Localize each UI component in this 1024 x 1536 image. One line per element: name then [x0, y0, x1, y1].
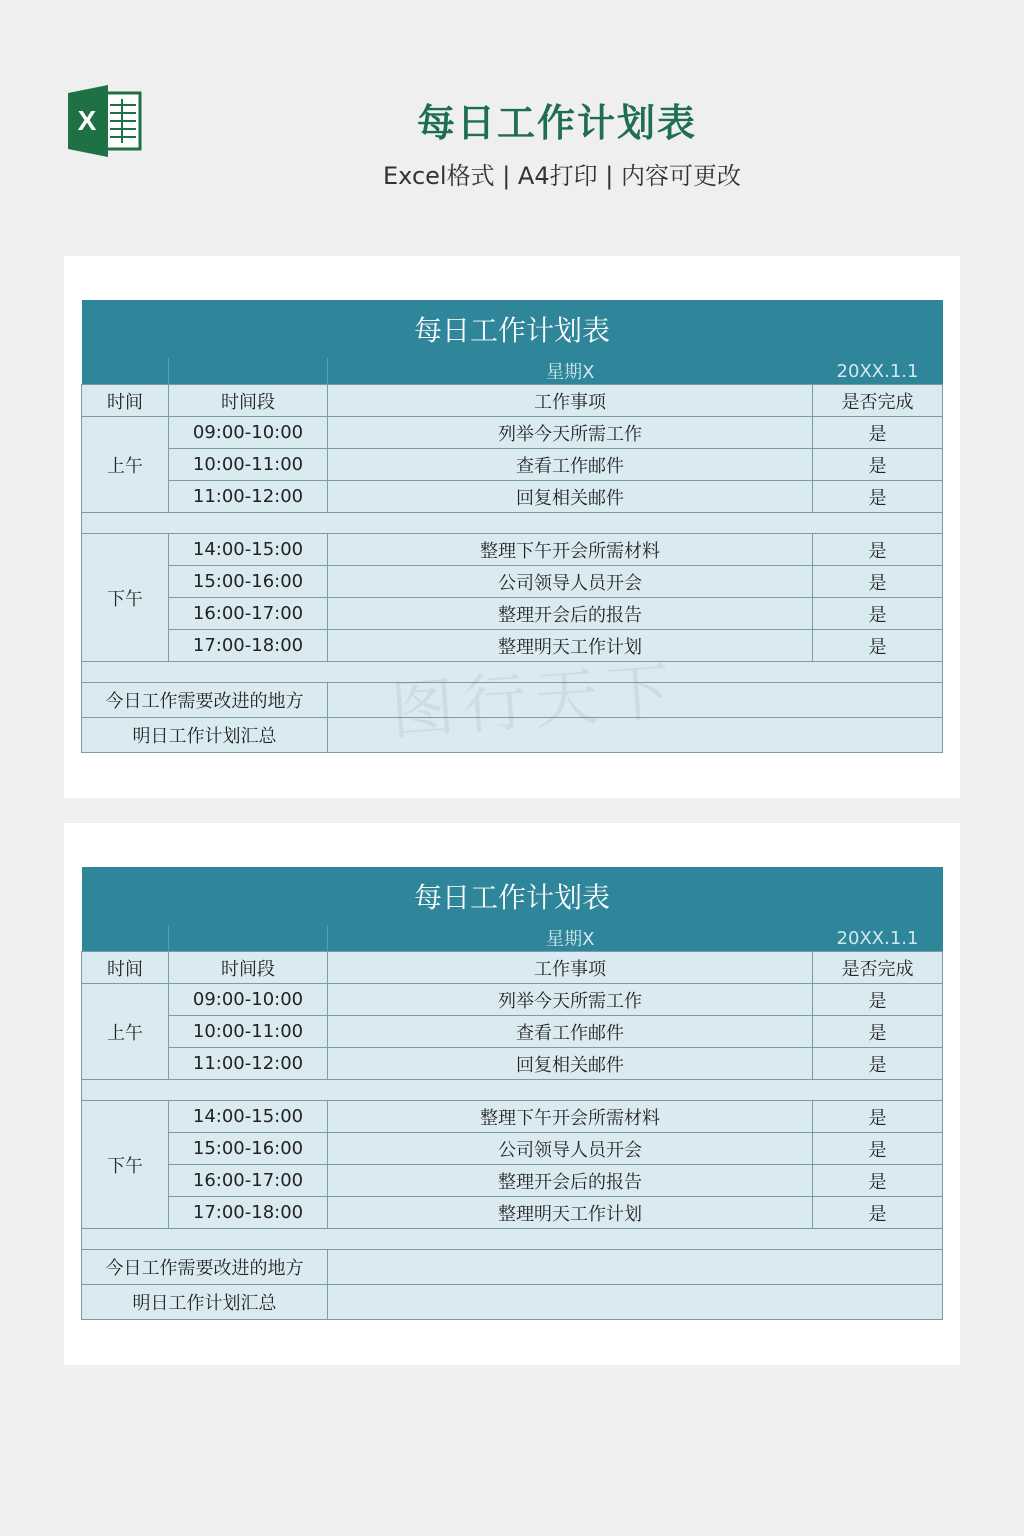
done-status[interactable]: 是 — [813, 1101, 943, 1133]
done-status[interactable]: 是 — [813, 534, 943, 566]
table-row — [82, 1197, 943, 1229]
time-slot: 15:00-16:00 — [169, 566, 328, 598]
time-slot: 10:00-11:00 — [169, 449, 328, 481]
time-header: 时间 — [82, 952, 169, 984]
weekday-label: 星期X — [328, 925, 813, 952]
table-row — [82, 1048, 943, 1080]
improve-field[interactable] — [328, 1250, 943, 1285]
meta-blank — [82, 358, 169, 385]
improve-label: 今日工作需要改进的地方 — [82, 683, 328, 718]
time-slot: 15:00-16:00 — [169, 1133, 328, 1165]
table-row — [82, 1165, 943, 1197]
task-item[interactable]: 整理开会后的报告 — [328, 598, 813, 630]
date-label: 20XX.1.1 — [813, 358, 943, 385]
excel-logo-letter: X — [77, 105, 97, 136]
time-slot: 17:00-18:00 — [169, 630, 328, 662]
page-subtitle: Excel格式 | A4打印 | 内容可更改 — [383, 162, 741, 190]
time-slot: 09:00-10:00 — [169, 984, 328, 1016]
table-row — [82, 630, 943, 662]
meta-blank — [169, 925, 328, 952]
weekday-label: 星期X — [328, 358, 813, 385]
task-item[interactable]: 查看工作邮件 — [328, 1016, 813, 1048]
task-item[interactable]: 整理开会后的报告 — [328, 1165, 813, 1197]
spacer-row — [82, 1229, 943, 1250]
sheet-preview-1 — [64, 256, 960, 798]
summary-label: 明日工作计划汇总 — [82, 1285, 328, 1320]
task-item[interactable]: 整理下午开会所需材料 — [328, 1101, 813, 1133]
table-row — [82, 566, 943, 598]
summary-field[interactable] — [328, 718, 943, 753]
time-slot: 16:00-17:00 — [169, 1165, 328, 1197]
task-item[interactable]: 公司领导人员开会 — [328, 566, 813, 598]
task-header: 工作事项 — [328, 385, 813, 417]
plan-table — [81, 300, 943, 753]
done-status[interactable]: 是 — [813, 1048, 943, 1080]
done-status[interactable]: 是 — [813, 1016, 943, 1048]
task-item[interactable]: 公司领导人员开会 — [328, 1133, 813, 1165]
afternoon-label: 下午 — [82, 1101, 169, 1229]
table-row — [82, 1133, 943, 1165]
done-header: 是否完成 — [813, 385, 943, 417]
meta-blank — [169, 358, 328, 385]
time-header: 时间 — [82, 385, 169, 417]
table-title: 每日工作计划表 — [82, 300, 943, 358]
done-status[interactable]: 是 — [813, 1133, 943, 1165]
sheet-preview-2 — [64, 823, 960, 1365]
time-slot: 09:00-10:00 — [169, 417, 328, 449]
table-row — [82, 598, 943, 630]
task-item[interactable]: 列举今天所需工作 — [328, 984, 813, 1016]
slot-header: 时间段 — [169, 385, 328, 417]
task-item[interactable]: 整理明天工作计划 — [328, 630, 813, 662]
table-row — [82, 481, 943, 513]
done-status[interactable]: 是 — [813, 566, 943, 598]
time-slot: 11:00-12:00 — [169, 481, 328, 513]
done-status[interactable]: 是 — [813, 417, 943, 449]
task-item[interactable]: 整理明天工作计划 — [328, 1197, 813, 1229]
spacer-row — [82, 662, 943, 683]
summary-label: 明日工作计划汇总 — [82, 718, 328, 753]
slot-header: 时间段 — [169, 952, 328, 984]
table-row — [82, 449, 943, 481]
date-label: 20XX.1.1 — [813, 925, 943, 952]
summary-field[interactable] — [328, 1285, 943, 1320]
task-item[interactable]: 整理下午开会所需材料 — [328, 534, 813, 566]
spacer-row — [82, 1080, 943, 1101]
meta-blank — [82, 925, 169, 952]
task-item[interactable]: 回复相关邮件 — [328, 1048, 813, 1080]
task-header: 工作事项 — [328, 952, 813, 984]
done-status[interactable]: 是 — [813, 1165, 943, 1197]
table-row — [82, 534, 943, 566]
morning-label: 上午 — [82, 984, 169, 1080]
improve-label: 今日工作需要改进的地方 — [82, 1250, 328, 1285]
done-status[interactable]: 是 — [813, 481, 943, 513]
table-row — [82, 1101, 943, 1133]
done-status[interactable]: 是 — [813, 1197, 943, 1229]
table-title: 每日工作计划表 — [82, 867, 943, 925]
spacer-row — [82, 513, 943, 534]
time-slot: 11:00-12:00 — [169, 1048, 328, 1080]
done-header: 是否完成 — [813, 952, 943, 984]
time-slot: 17:00-18:00 — [169, 1197, 328, 1229]
task-item[interactable]: 查看工作邮件 — [328, 449, 813, 481]
time-slot: 14:00-15:00 — [169, 534, 328, 566]
improve-field[interactable] — [328, 683, 943, 718]
morning-label: 上午 — [82, 417, 169, 513]
table-row — [82, 417, 943, 449]
task-item[interactable]: 列举今天所需工作 — [328, 417, 813, 449]
done-status[interactable]: 是 — [813, 984, 943, 1016]
time-slot: 14:00-15:00 — [169, 1101, 328, 1133]
done-status[interactable]: 是 — [813, 449, 943, 481]
page-title: 每日工作计划表 — [416, 101, 697, 145]
time-slot: 16:00-17:00 — [169, 598, 328, 630]
task-item[interactable]: 回复相关邮件 — [328, 481, 813, 513]
done-status[interactable]: 是 — [813, 630, 943, 662]
table-row — [82, 984, 943, 1016]
afternoon-label: 下午 — [82, 534, 169, 662]
table-row — [82, 1016, 943, 1048]
done-status[interactable]: 是 — [813, 598, 943, 630]
plan-table — [81, 867, 943, 1320]
time-slot: 10:00-11:00 — [169, 1016, 328, 1048]
